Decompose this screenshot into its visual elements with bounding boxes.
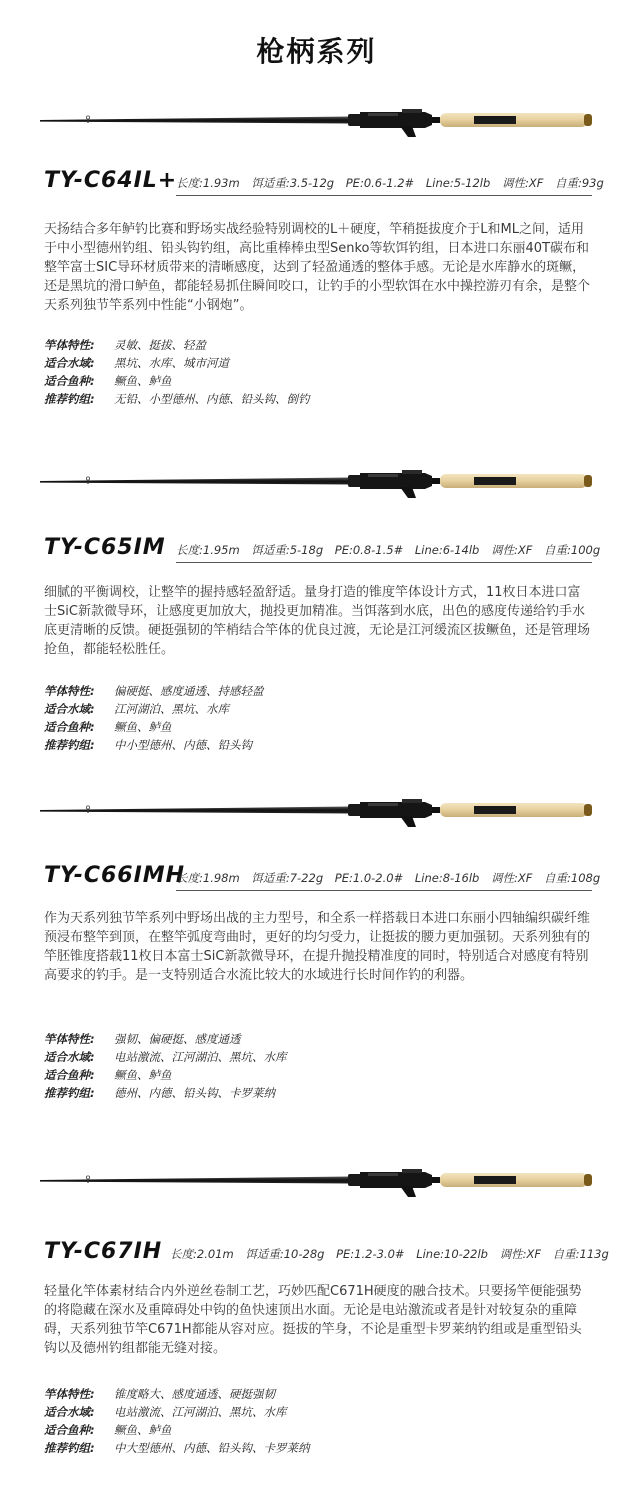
- attr-value: 江河湖泊、黑坑、水库: [114, 702, 229, 716]
- attr-row: [44, 1403, 592, 1421]
- attr-label: 适合鱼种:: [44, 374, 95, 388]
- divider: [176, 195, 592, 196]
- spec-self-weight: 自重:113g: [552, 1247, 609, 1261]
- attr-row: [44, 1421, 592, 1439]
- attr-row: [44, 390, 592, 408]
- attr-value: 电站激流、江河湖泊、黑坑、水库: [114, 1050, 287, 1064]
- attr-value: 鳜鱼、鲈鱼: [114, 1423, 172, 1437]
- product-description: 天扬结合多年鲈钓比赛和野场实战经验特别调校的L＋硬度，竿稍挺拔度介于L和ML之间，适用于中小型德州钓组、铅头钩钓组，高比重棒棒虫型Senko等软饵钓组，日本进口东丽40T碳布和整竿富士SIC导环材质带来的清晰感度，达到了轻盈通透的整体手感。无论是水库静水的斑鳜，还是黑坑的滑口鲈鱼，都能轻易抓住瞬间咬口，让钓手的小型软饵在水中操控游刃有余，是整个天系列独节竿系列中性能“小钢炮”。: [44, 222, 591, 313]
- rod-image: [40, 785, 592, 835]
- model-name: TY-C65IM: [44, 535, 166, 560]
- attr-value: 鳜鱼、鲈鱼: [114, 720, 172, 734]
- divider: [176, 890, 592, 891]
- attr-label: 适合鱼种:: [44, 720, 95, 734]
- attr-row: [44, 1084, 592, 1102]
- attr-value: 中小型德州、内德、铅头钩: [114, 738, 252, 752]
- rod-image: [40, 1155, 592, 1205]
- attr-row: [44, 1048, 592, 1066]
- attr-label: 推荐钓组:: [44, 392, 95, 406]
- spec-length: 长度:2.01m: [170, 1247, 234, 1261]
- product-description: 轻量化竿体素材结合内外逆丝卷制工艺，巧妙匹配C671H硬度的融合技术。只要扬竿便能强势的将隐藏在深水及重障碍处中钩的鱼快速顶出水面。无论是电站激流或者是针对较复杂的重障碍，天系列独节竿C671H都能从容对应。挺拔的竿身，不论是重型卡罗莱纳钓组或是重型铅头钩以及德州钓组都能无缝对接。: [44, 1284, 582, 1356]
- attr-label: 竿体特性:: [44, 1032, 95, 1046]
- attr-value: 无铅、小型德州、内德、铅头钩、倒钓: [114, 392, 310, 406]
- specs: [176, 870, 601, 886]
- attr-label: 竿体特性:: [44, 684, 95, 698]
- product-description: 作为天系列独节竿系列中野场出战的主力型号，和全系一样搭载日本进口东丽小四轴编织碳纤维预浸布整竿到顶，在整竿弧度弯曲时，更好的均匀受力，让挺拔的腰力更加强韧。天系列独有的竿胚锥度搭载11枚日本富士SiC新款微导环，在提升抛投精准度的同时，特别适合对感度有特别高要求的钓手。是一支特别适合水流比较大的水域进行长时间作钓的利器。: [44, 911, 591, 983]
- attribute-list: [44, 336, 592, 408]
- attr-row: [44, 336, 592, 354]
- spec-action: 调性:XF: [490, 871, 533, 885]
- attr-row: [44, 700, 592, 718]
- page-title: 枪柄系列: [256, 35, 377, 68]
- spec-length: 长度:1.93m: [176, 176, 240, 190]
- spec-length: 长度:1.95m: [176, 543, 240, 557]
- attr-value: 鳜鱼、鲈鱼: [114, 374, 172, 388]
- attr-label: 适合鱼种:: [44, 1423, 95, 1437]
- model-name: TY-C66IMH: [44, 863, 186, 888]
- attr-value: 黑坑、水库、城市河道: [114, 356, 229, 370]
- attr-label: 适合水域:: [44, 1050, 95, 1064]
- attr-value: 德州、内德、铅头钩、卡罗莱纳: [114, 1086, 275, 1100]
- spec-lure-weight: 饵适重:7-22g: [251, 871, 324, 885]
- spec-length: 长度:1.98m: [176, 871, 240, 885]
- divider: [176, 562, 592, 563]
- rod-image: [40, 456, 592, 506]
- attr-label: 适合水域:: [44, 356, 95, 370]
- spec-line: Line:6-14lb: [414, 543, 480, 557]
- attr-value: 强韧、偏硬挺、感度通透: [114, 1032, 241, 1046]
- attr-row: [44, 1066, 592, 1084]
- spec-line: Line:8-16lb: [414, 871, 480, 885]
- spec-line: Line:5-12lb: [425, 176, 491, 190]
- spec-pe: PE:1.2-3.0#: [336, 1247, 405, 1261]
- spec-action: 调性:XF: [499, 1247, 541, 1261]
- attr-value: 偏硬挺、感度通透、持感轻盈: [114, 684, 264, 698]
- attribute-list: [44, 1385, 592, 1457]
- attr-label: 适合鱼种:: [44, 1068, 95, 1082]
- spec-pe: PE:0.8-1.5#: [334, 543, 404, 557]
- attr-label: 推荐钓组:: [44, 738, 95, 752]
- attr-row: [44, 372, 592, 390]
- spec-lure-weight: 饵适重:3.5-12g: [251, 176, 335, 190]
- specs: [176, 175, 604, 191]
- attr-row: [44, 1030, 592, 1048]
- attr-value: 中大型德州、内德、铅头钩、卡罗莱纳: [114, 1441, 310, 1455]
- spec-line: Line:10-22lb: [416, 1247, 488, 1261]
- attribute-list: [44, 682, 592, 754]
- product-description: 细腻的平衡调校，让整竿的握持感轻盈舒适。量身打造的锥度竿体设计方式，11枚日本进口富士SiC新款微导环，让感度更加放大，抛投更加精准。当饵落到水底，出色的感度传递给钓手水底更清晰的反馈。硬挺强韧的竿梢结合竿体的优良过渡，无论是江河缓流区拔鳜鱼，还是管理场抢鱼，都能轻松胜任。: [44, 585, 591, 657]
- model-name: TY-C64IL+: [44, 168, 178, 193]
- attr-label: 适合水域:: [44, 1405, 95, 1419]
- attr-value: 灵敏、挺拔、轻盈: [114, 338, 206, 352]
- attr-value: 锥度略大、感度通透、硬挺强韧: [114, 1387, 275, 1401]
- attr-label: 竿体特性:: [44, 1387, 95, 1401]
- model-row: [44, 858, 601, 888]
- spec-pe: PE:1.0-2.0#: [334, 871, 404, 885]
- attr-row: [44, 354, 592, 372]
- attribute-list: [44, 1030, 592, 1102]
- specs: [176, 542, 601, 558]
- spec-self-weight: 自重:93g: [554, 176, 604, 190]
- model-row: [44, 530, 601, 560]
- spec-action: 调性:XF: [490, 543, 533, 557]
- model-row: [44, 1234, 609, 1264]
- attr-row: [44, 718, 592, 736]
- spec-lure-weight: 饵适重:10-28g: [245, 1247, 325, 1261]
- rod-image: [40, 95, 592, 145]
- attr-label: 推荐钓组:: [44, 1086, 95, 1100]
- attr-label: 适合水域:: [44, 702, 95, 716]
- attr-row: [44, 1439, 592, 1457]
- model-row: [44, 163, 604, 193]
- spec-self-weight: 自重:100g: [544, 543, 601, 557]
- attr-value: 电站激流、江河湖泊、黑坑、水库: [114, 1405, 287, 1419]
- spec-lure-weight: 饵适重:5-18g: [251, 543, 324, 557]
- attr-value: 鳜鱼、鲈鱼: [114, 1068, 172, 1082]
- specs: [170, 1246, 609, 1262]
- attr-label: 推荐钓组:: [44, 1441, 95, 1455]
- spec-pe: PE:0.6-1.2#: [345, 176, 415, 190]
- spec-action: 调性:XF: [501, 176, 544, 190]
- attr-row: [44, 736, 592, 754]
- attr-label: 竿体特性:: [44, 338, 95, 352]
- spec-self-weight: 自重:108g: [544, 871, 601, 885]
- attr-row: [44, 1385, 592, 1403]
- model-name: TY-C67IH: [44, 1239, 163, 1264]
- attr-row: [44, 682, 592, 700]
